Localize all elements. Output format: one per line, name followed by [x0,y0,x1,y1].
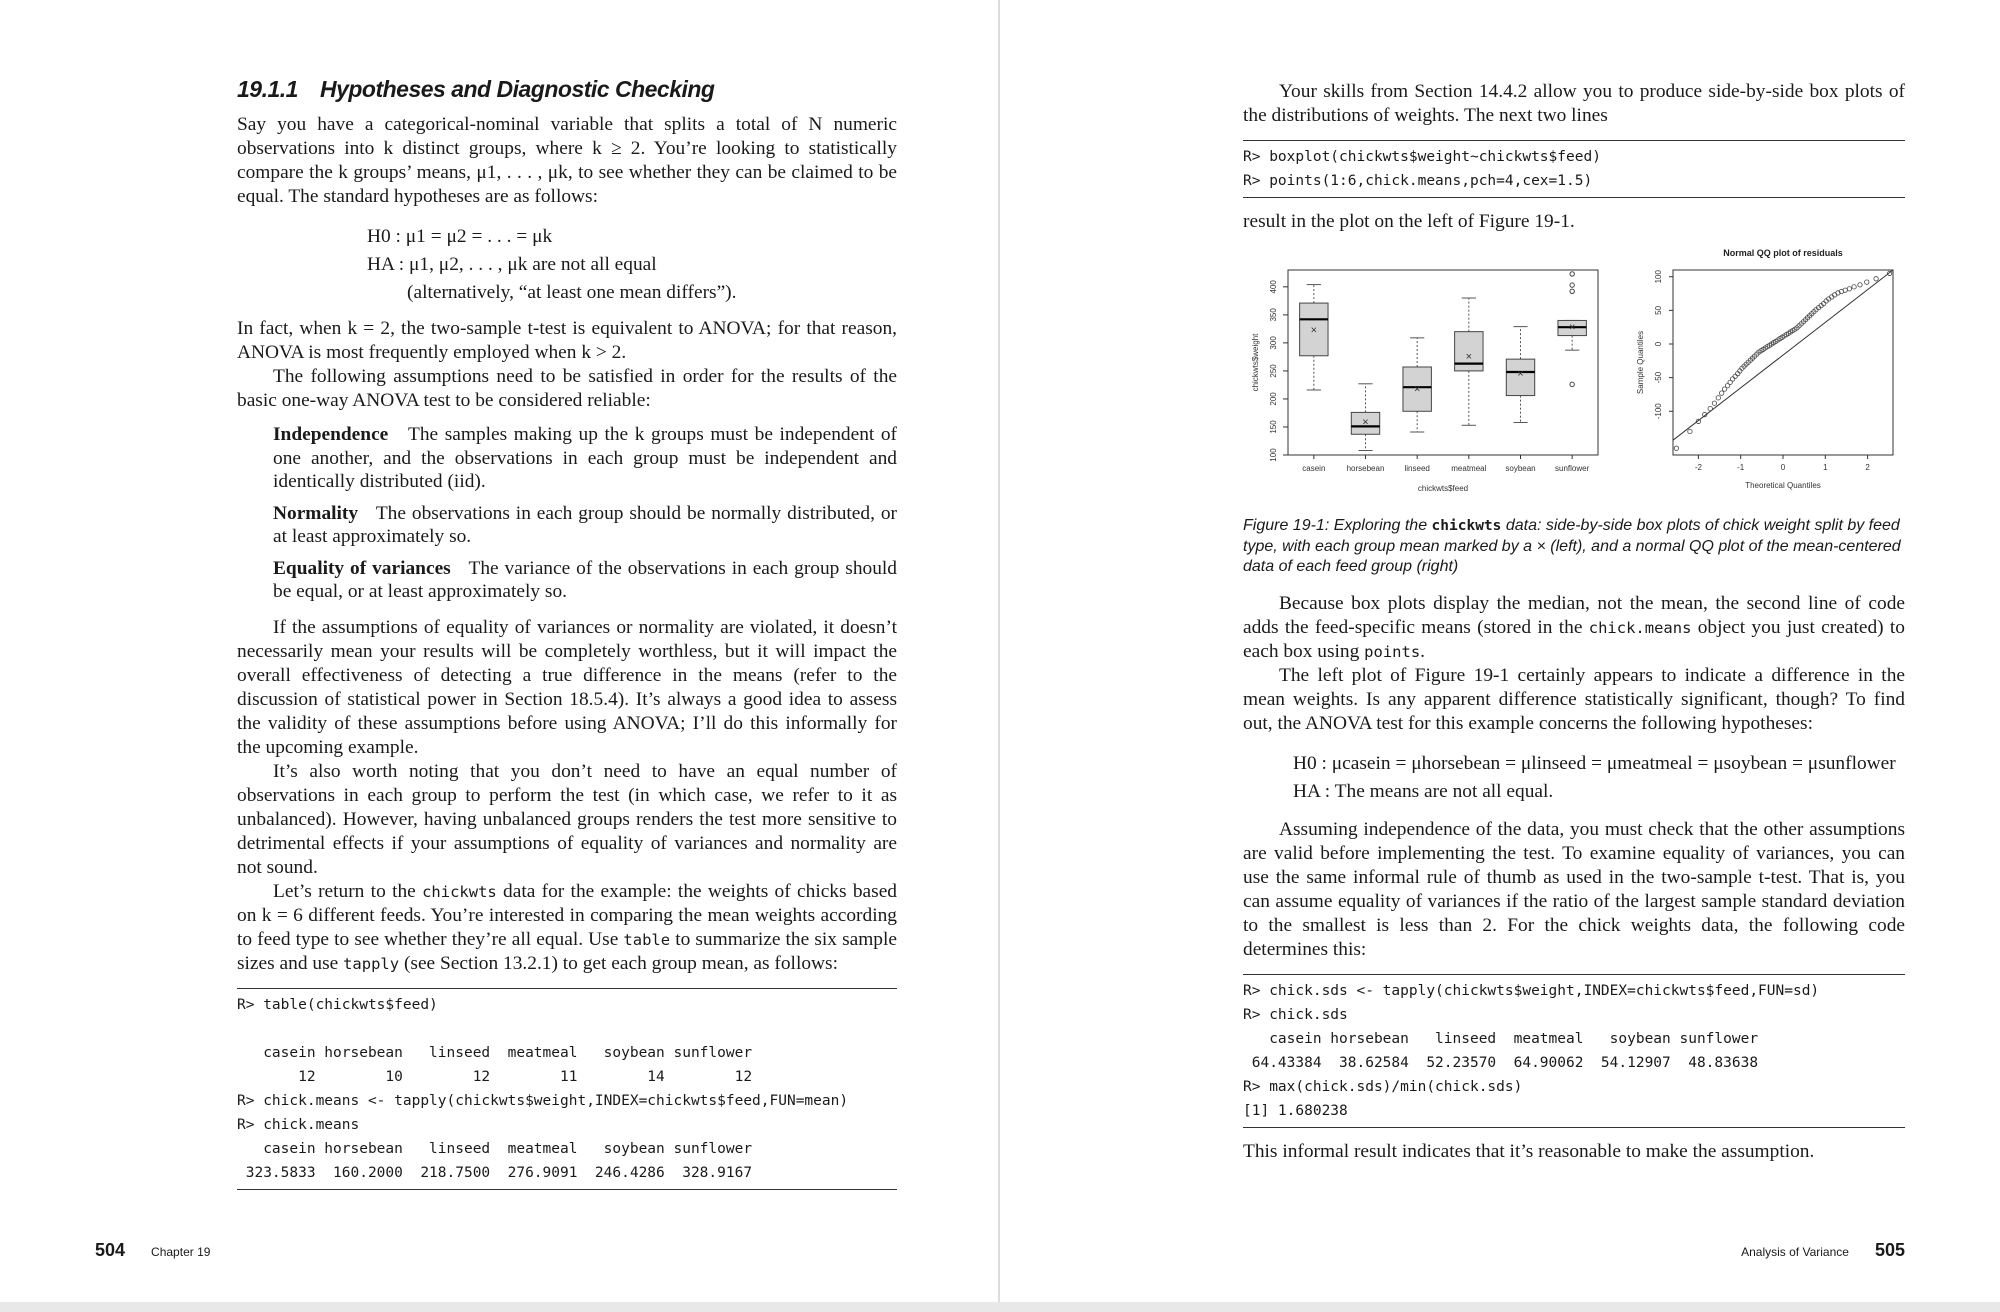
caption-text: Figure 19-1: Exploring the [1243,517,1432,534]
paragraph: The left plot of Figure 19-1 certainly appears to indicate a difference in the mean weights. Is any apparent difference statistically significant, though? To find out, the ANOVA test for this example concerns the following hypotheses: [1243,664,1905,734]
mean-marker: × [1465,350,1473,363]
x-tick-label: 1 [1823,463,1828,472]
text-run: . [1420,640,1426,662]
y-tick-label: 250 [1269,364,1278,378]
qq-point [1708,406,1712,410]
qq-point [1674,446,1678,450]
figure-19-1 [1243,240,1905,510]
text-run: Because box plots display the median, not the mean, the second line of code adds the feed-specific means (stored in the [1243,592,1905,638]
code-listing: R> chick.sds <- tapply(chickwts$weight,INDEX=chickwts$feed,FUN=sd) R> chick.sds casein horsebean linseed meatmeal soybean sunflower 64.43384 38.62584 52.23570 64.90062 54.12907 48.83638 R> max(chick.sds)/min(chick.sds) [1] 1.680238 [1243,974,1905,1128]
paragraph: The following assumptions need to be satisfied in order for the results of the basic one-way ANOVA test to be considered reliable: [237,366,897,411]
paragraph: If the assumptions of equality of variances or normality are violated, it doesn’t necessarily mean your results will be completely worthless, but it will impact the overall effectiveness of detecting a true difference in the means (refer to the discussion of statistical power in Section 18.5.4). It’s always a good idea to assess the validity of these assumptions before using ANOVA; I’ll do this informally for the upcoming example. [237,616,897,758]
definition-text: The samples making up the k groups must be independent of one another, and the observations in each group must be independent and identically distributed (iid). [273,424,897,492]
section-heading [237,76,897,103]
x-tick-label: sunflower [1555,464,1590,473]
x-tick-label: horsebean [1346,464,1385,473]
paragraph: result in the plot on the left of Figure 19-1. [1243,211,1575,232]
definition-normality [273,502,897,549]
page-number: 504 [95,1240,126,1260]
definition-term: Normality [273,502,359,524]
inline-code: points [1364,642,1421,661]
page-bottom-edge [0,1302,2000,1312]
x-tick-label: 0 [1780,463,1786,472]
plot-frame [1288,270,1598,455]
running-head: Chapter 19 [151,1245,211,1259]
null-hypothesis: H0 : μcasein = μhorsebean = μlinseed = μmeatmeal = μsoybean = μsunflower [1293,752,1896,774]
definition-variances [273,557,897,604]
plot-frame [1673,270,1893,455]
x-tick-label: -1 [1737,463,1745,472]
right-column [1243,80,1905,1164]
figure-svg [1243,240,1905,510]
null-hypothesis: H0 : μ1 = μ2 = . . . = μk [367,226,553,247]
text-run: data for the example: the weights of chicks based on k = 6 different feeds. You’re interested in comparing the mean weights according to feed type to see whether they’re all equal. Use [237,880,898,950]
inline-code: chick.means [1588,618,1692,637]
alternative-note: (alternatively, “at least one mean differs”). [407,282,737,303]
paragraph: Your skills from Section 14.4.2 allow you to produce side-by-side box plots of the distributions of weights. The next two lines [1243,81,1905,126]
qq-point [1874,277,1878,281]
y-axis-label: Sample Quantiles [1636,330,1645,395]
paragraph: In fact, when k = 2, the two-sample t-test is equivalent to ANOVA; for that reason, ANOVA is most frequently employed when k > 2. [237,318,897,363]
qq-point [1688,429,1692,433]
text-run: object you just created) to each box using [1243,616,1905,662]
paragraph: Assuming independence of the data, you must check that the other assumptions are valid before implementing the test. To examine equality of variances, you can use the same informal rule of thumb as used in the two-sample t-test. That is, you can assume equality of variances if the ratio of the largest sample standard deviation to the smallest is less than 2. For the chick weights data, the following code determines this: [1243,818,1905,960]
y-tick-label: 50 [1654,305,1663,315]
definition-independence [273,423,897,494]
x-tick-label: soybean [1505,464,1536,473]
x-tick-label: casein [1302,464,1326,473]
paragraph: It’s also worth noting that you don’t need to have an equal number of observations in each group to perform the test (in which case, we refer to it as unbalanced). However, having unbalanced groups renders the test more sensitive to detrimental effects if your assumptions of equality of variances and normality are not sound. [237,760,897,878]
qq-point [1733,374,1737,378]
y-tick-label: 100 [1654,270,1663,284]
feed-hypotheses [1293,750,1905,806]
paragraph: This informal result indicates that it’s reasonable to make the assumption. [1243,1140,1815,1162]
left-column [237,76,897,1202]
code-listing: R> boxplot(chickwts$weight~chickwts$feed) R> points(1:6,chick.means,pch=4,cex=1.5) [1243,140,1905,198]
qq-point [1716,396,1720,400]
x-axis-label: chickwts$feed [1417,484,1469,493]
definition-text: The observations in each group should be normally distributed, or at least approximately so. [273,502,897,547]
paragraph: Say you have a categorical-nominal variable that splits a total of N numeric observations into k distinct groups, where k ≥ 2. You’re looking to statistically compare the k groups’ means, μ1, . . . , μk, to see whether they can be claimed to be equal. The standard hypotheses are as follows: [237,114,897,207]
qq-point [1730,377,1734,381]
section-title: Hypotheses and Diagnostic Checking [319,76,715,102]
alternative-hypothesis: HA : μ1, μ2, . . . , μk are not all equal [367,254,657,275]
x-tick-label: meatmeal [1451,464,1487,473]
mean-marker: × [1362,416,1369,429]
running-head: Analysis of Variance [1741,1245,1849,1259]
text-run: Let’s return to the [273,880,423,902]
y-tick-label: 100 [1269,448,1278,462]
outlier-point [1570,289,1574,293]
mean-marker: × [1517,367,1524,380]
right-page [1000,0,2000,1312]
chart-title: Normal QQ plot of residuals [1723,248,1843,258]
hypotheses [367,223,897,307]
alternative-hypothesis: HA : The means are not all equal. [1293,780,1554,802]
definition-text: The variance of the observations in each group should be equal, or at least approximately so. [273,557,897,602]
page-footer [1741,1240,1905,1261]
y-axis-label: chickwts$weight [1251,333,1260,392]
paragraph [237,880,897,976]
x-tick-label: 2 [1865,463,1870,472]
y-tick-label: 300 [1269,336,1278,350]
qq-point [1865,280,1869,284]
x-tick-label: linseed [1404,464,1430,473]
qq-point [1858,283,1862,287]
text-run: (see Section 13.2.1) to get each group mean, as follows: [399,952,838,974]
page-footer [95,1240,210,1261]
caption-code: chickwts [1431,518,1502,534]
boxplot-chart [1251,270,1598,493]
section-number: 19.1.1 [237,76,298,102]
outlier-point [1570,272,1574,276]
qq-point [1852,285,1856,289]
paragraph [1243,592,1905,664]
text-run: to summarize the six sample sizes and use [237,928,897,974]
y-tick-label: 350 [1269,308,1278,322]
qq-point [1712,401,1716,405]
y-tick-label: 200 [1269,392,1278,406]
y-tick-label: 150 [1269,420,1278,434]
y-tick-label: 0 [1654,341,1663,347]
x-axis-label: Theoretical Quantiles [1745,481,1821,490]
y-tick-label: -50 [1654,371,1663,384]
qq-plot-chart [1636,248,1893,490]
inline-code: chickwts [422,882,497,901]
definition-term: Independence [273,424,389,445]
figure-caption [1243,516,1905,578]
qq-point [1847,287,1851,291]
mean-marker: × [1310,324,1318,337]
qq-point [1843,288,1847,292]
caption-text: data: side-by-side box plots of chick weight split by feed type, with each group mean marked by a × (left), and a normal QQ plot of the mean-centered data of each feed group (right) [1243,517,1901,575]
mean-marker: × [1568,321,1576,334]
x-tick-label: -2 [1694,463,1702,472]
definition-term: Equality of variances [273,557,451,579]
mean-marker: × [1413,383,1421,396]
inline-code: table [623,930,671,949]
qq-point [1719,391,1723,395]
outlier-point [1570,382,1574,386]
reference-line [1673,270,1893,440]
page-number: 505 [1874,1240,1905,1260]
y-tick-label: -100 [1654,403,1663,420]
inline-code: tapply [343,954,400,973]
code-listing: R> table(chickwts$feed) casein horsebean linseed meatmeal soybean sunflower 12 10 12 11 14 12 R> chick.means <- tapply(chickwts$weight,INDEX=chickwts$feed,FUN=mean) R> chick.means casein horsebean linseed meatmeal soybean sunflower 323.5833 160.2000 218.7500 276.9091 246.4286 328.9167 [237,988,897,1190]
outlier-point [1570,283,1574,287]
y-tick-label: 400 [1269,280,1278,294]
